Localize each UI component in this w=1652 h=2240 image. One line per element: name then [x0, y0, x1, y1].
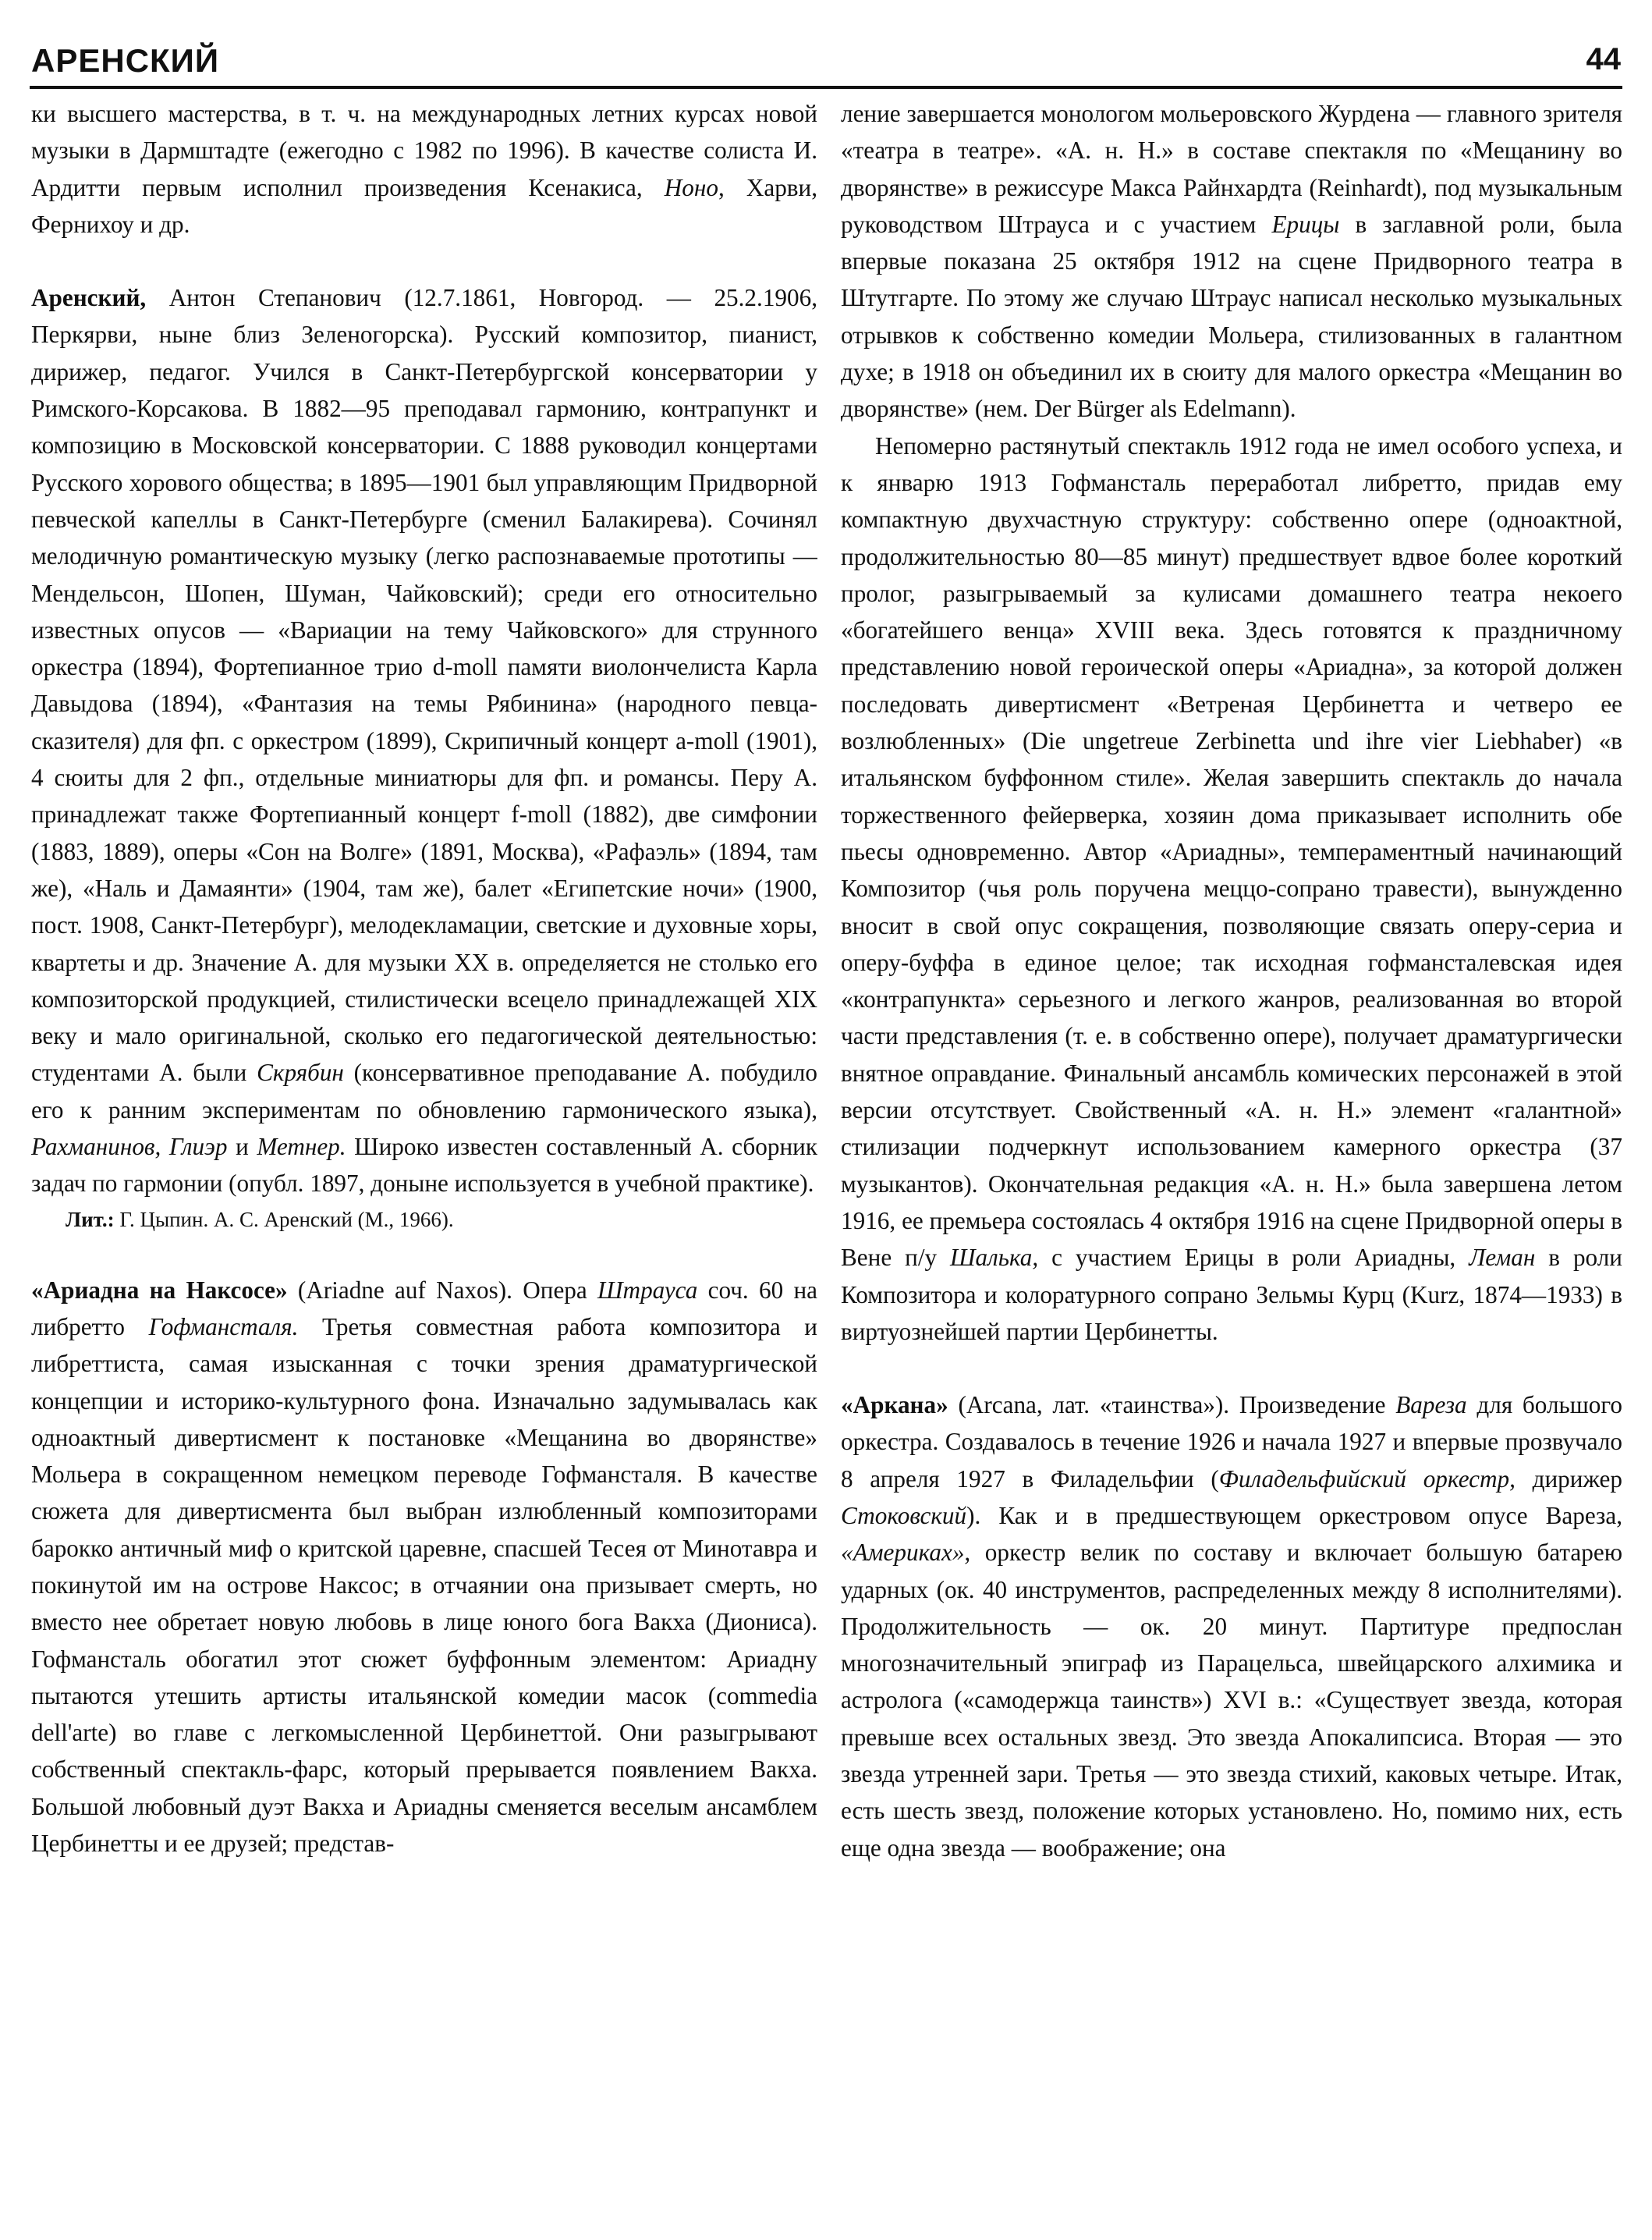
- entry-continuation: ки высшего мастерства, в т. ч. на международных летних курсах новой музыки в Дармштадте (ежегодно с 1982 по 1996). В качестве солиста И. Ардитти первым исполнил произведения Ксенакиса, Ноно, Харви, Фернихоу и др.: [31, 100, 817, 238]
- running-head-title: АРЕНСКИЙ: [31, 42, 220, 79]
- entry-headword: Аренский,: [31, 284, 147, 312]
- right-column: [841, 95, 1622, 2225]
- paragraph: Непомерно растянутый спектакль 1912 года не имел особого успеха, и к январю 1913 Гофмансталь переработал либретто, придав ему компактную двухчастную структуру: собственно опере (одноактной, продолжительностью 80—85 минут) предшествует вдвое более короткий пролог, разыгрываемый за кулисами домашнего театра некоего «богатейшего венца» XVIII века. Здесь готовятся к праздничному представлению новой героической оперы «Ариадна», за которой должен последовать дивертисмент «Ветреная Цербинетта и четверо ее возлюбленных» (Die ungetreue Zerbinetta und ihre vier Liebhaber) «в итальянском буффонном стиле». Желая завершить спектакль до начала торжественного фейерверка, хозяин дома приказывает исполнить обе пьесы одновременно. Автор «Ариадны», темпераментный начинающий Композитор (чья роль поручена меццо-сопрано травести), вынужденно вносит в свой опус сокращения, позволяющие связать оперу-сериа и оперу-буффа в единое целое; так исходная гофмансталевская идея «контрапункта» серьезного и легкого жанров, реализованная во второй части представления (т. е. в собственно опере), получает драматургически внятное оправдание. Финальный ансамбль комических персонажей в этой версии отсутствует. Свойственный «А. н. Н.» элемент «галантной» стилизации подчеркнут использованием камерного оркестра (37 музыкантов). Окончательная редакция «А. н. Н.» была завершена летом 1916, ее премьера состоялась 4 октября 1916 на сцене Придворной оперы в Вене п/у Шалька, с участием Ерицы в роли Ариадны, Леман в роли Композитора и колоратурного сопрано Зельмы Курц (Kurz, 1874—1933) в виртуознейшей партии Цербинетты.: [841, 431, 1622, 1345]
- entry-arcana: «Аркана» (Arcana, лат. «таинства»). Произведение Вареза для большого оркестра. Создавалось в течение 1926 и начала 1927 и впервые прозвучало 8 апреля 1927 в Филадельфии (Филадельфийский оркестр, дирижер Стоковский). Как и в предшествующем оркестровом опусе Вареза, «Америках», оркестр велик по составу и включает большую батарею ударных (ок. 40 инструментов, распределенных между 8 исполнителями). Продолжительность — ок. 20 минут. Партитуре предпослан многозначительный эпиграф из Парацельса, швейцарского алхимика и астролога («самодержца таинств») XVI в.: «Существует звезда, которая превыше всех остальных звезд. Это звезда Апокалипсиса. Вторая — это звезда утренней зари. Третья — это звезда стихий, каковых четыре. Итак, есть шесть звезд, положение которых установлено. Но, помимо них, есть еще одна звезда — воображение; она: [841, 1391, 1622, 1862]
- entry-continuation: ление завершается монологом мольеровского Журдена — главного зрителя «театра в театре». «А. н. Н.» в составе спектакля по «Мещанину во дворянстве» в режиссуре Макса Райнхардта (Reinhardt), под музыкальным руководством Штрауса и с участием Ерицы в заглавной роли, была впервые показана 25 октября 1912 на сцене Придворного театра в Штутгарте. По этому же случаю Штраус написал несколько музыкальных отрывков к собственно комедии Мольера, стилизованных в галантном духе; в 1918 он объединил их в сюиту для малого оркестра «Мещанин во дворянстве» (нем. Der Bürger als Edelmann).: [841, 100, 1622, 423]
- entry-headword: «Ариадна на Наксосе»: [31, 1276, 288, 1304]
- literature-reference: Лит.: Г. Цыпин. А. С. Аренский (М., 1966).: [66, 1207, 454, 1231]
- entry-headword: «Аркана»: [841, 1391, 948, 1419]
- left-column: [31, 95, 817, 2225]
- entry-ariadne-auf-naxos: «Ариадна на Наксосе» (Ariadne auf Naxos). Опера Штрауса соч. 60 на либретто Гофмансталя. Третья совместная работа композитора и либреттиста, самая изысканная с точки зрения драматургической концепции и историко-культурного фона. Изначально задумывалась как одноактный дивертисмент к постановке «Мещанина во дворянстве» Мольера в сокращенном немецком переводе Гофмансталя. В качестве сюжета для дивертисмента был выбран излюбленный композиторами барокко античный миф о критской царевне, спасшей Тесея от Минотавра и покинутой им на острове Наксос; в отчаянии она призывает смерть, но вместо нее обретает новую любовь в лице юного бога Вакха (Диониса). Гофмансталь обогатил этот сюжет буффонным элементом: Ариадну пытаются утешить артисты итальянской комедии масок (commedia dell'arte) во главе с легкомысленной Цербинеттой. Они разыгрывают собственный спектакль-фарс, который прерывается появлением Вакха. Большой любовный дуэт Вакха и Ариадны сменяется веселым ансамблем Цербинетты и ее друзей; представ-: [31, 1276, 817, 1858]
- running-header: [30, 42, 1622, 89]
- page-number: 44: [1586, 42, 1621, 76]
- entry-arensky: Аренский, Антон Степанович (12.7.1861, Новгород. — 25.2.1906, Перкярви, ныне близ Зеленогорска). Русский композитор, пианист, дирижер, педагог. Учился в Санкт-Петербургской консерватории у Римского-Корсакова. В 1882—95 преподавал гармонию, контрапункт и композицию в Московской консерватории. С 1888 руководил концертами Русского хорового общества; в 1895—1901 был управляющим Придворной певческой капеллы в Санкт-Петербурге (сменил Балакирева). Сочинял мелодичную романтическую музыку (легко распознаваемые прототипы — Мендельсон, Шопен, Шуман, Чайковский); среди его относительно известных опусов — «Вариации на тему Чайковского» для струнного оркестра (1894), Фортепианное трио d-moll памяти виолончелиста Карла Давыдова (1894), «Фантазия на темы Рябинина» (народного певца-сказителя) для фп. с оркестром (1899), Скрипичный концерт a-moll (1901), 4 сюиты для 2 фп., отдельные миниатюры для фп. и романсы. Перу А. принадлежат также Фортепианный концерт f-moll (1882), две симфонии (1883, 1889), оперы «Сон на Волге» (1891, Москва), «Рафаэль» (1894, там же), «Наль и Дамаянти» (1904, там же), балет «Египетские ночи» (1900, пост. 1908, Санкт-Петербург), мелодекламации, светские и духовные хоры, квартеты и др. Значение А. для музыки XX в. определяется не столько его композиторской продукцией, стилистически всецело принадлежащей XIX веку и мало оригинальной, сколько его педагогической деятельностью: студентами А. были Скрябин (консервативное преподавание А. побудило его к ранним экспериментам по обновлению гармонического языка), Рахманинов, Глиэр и Метнер. Широко известен составленный А. сборник задач по гармонии (опубл. 1897, доныне используется в учебной практике).: [31, 284, 817, 1198]
